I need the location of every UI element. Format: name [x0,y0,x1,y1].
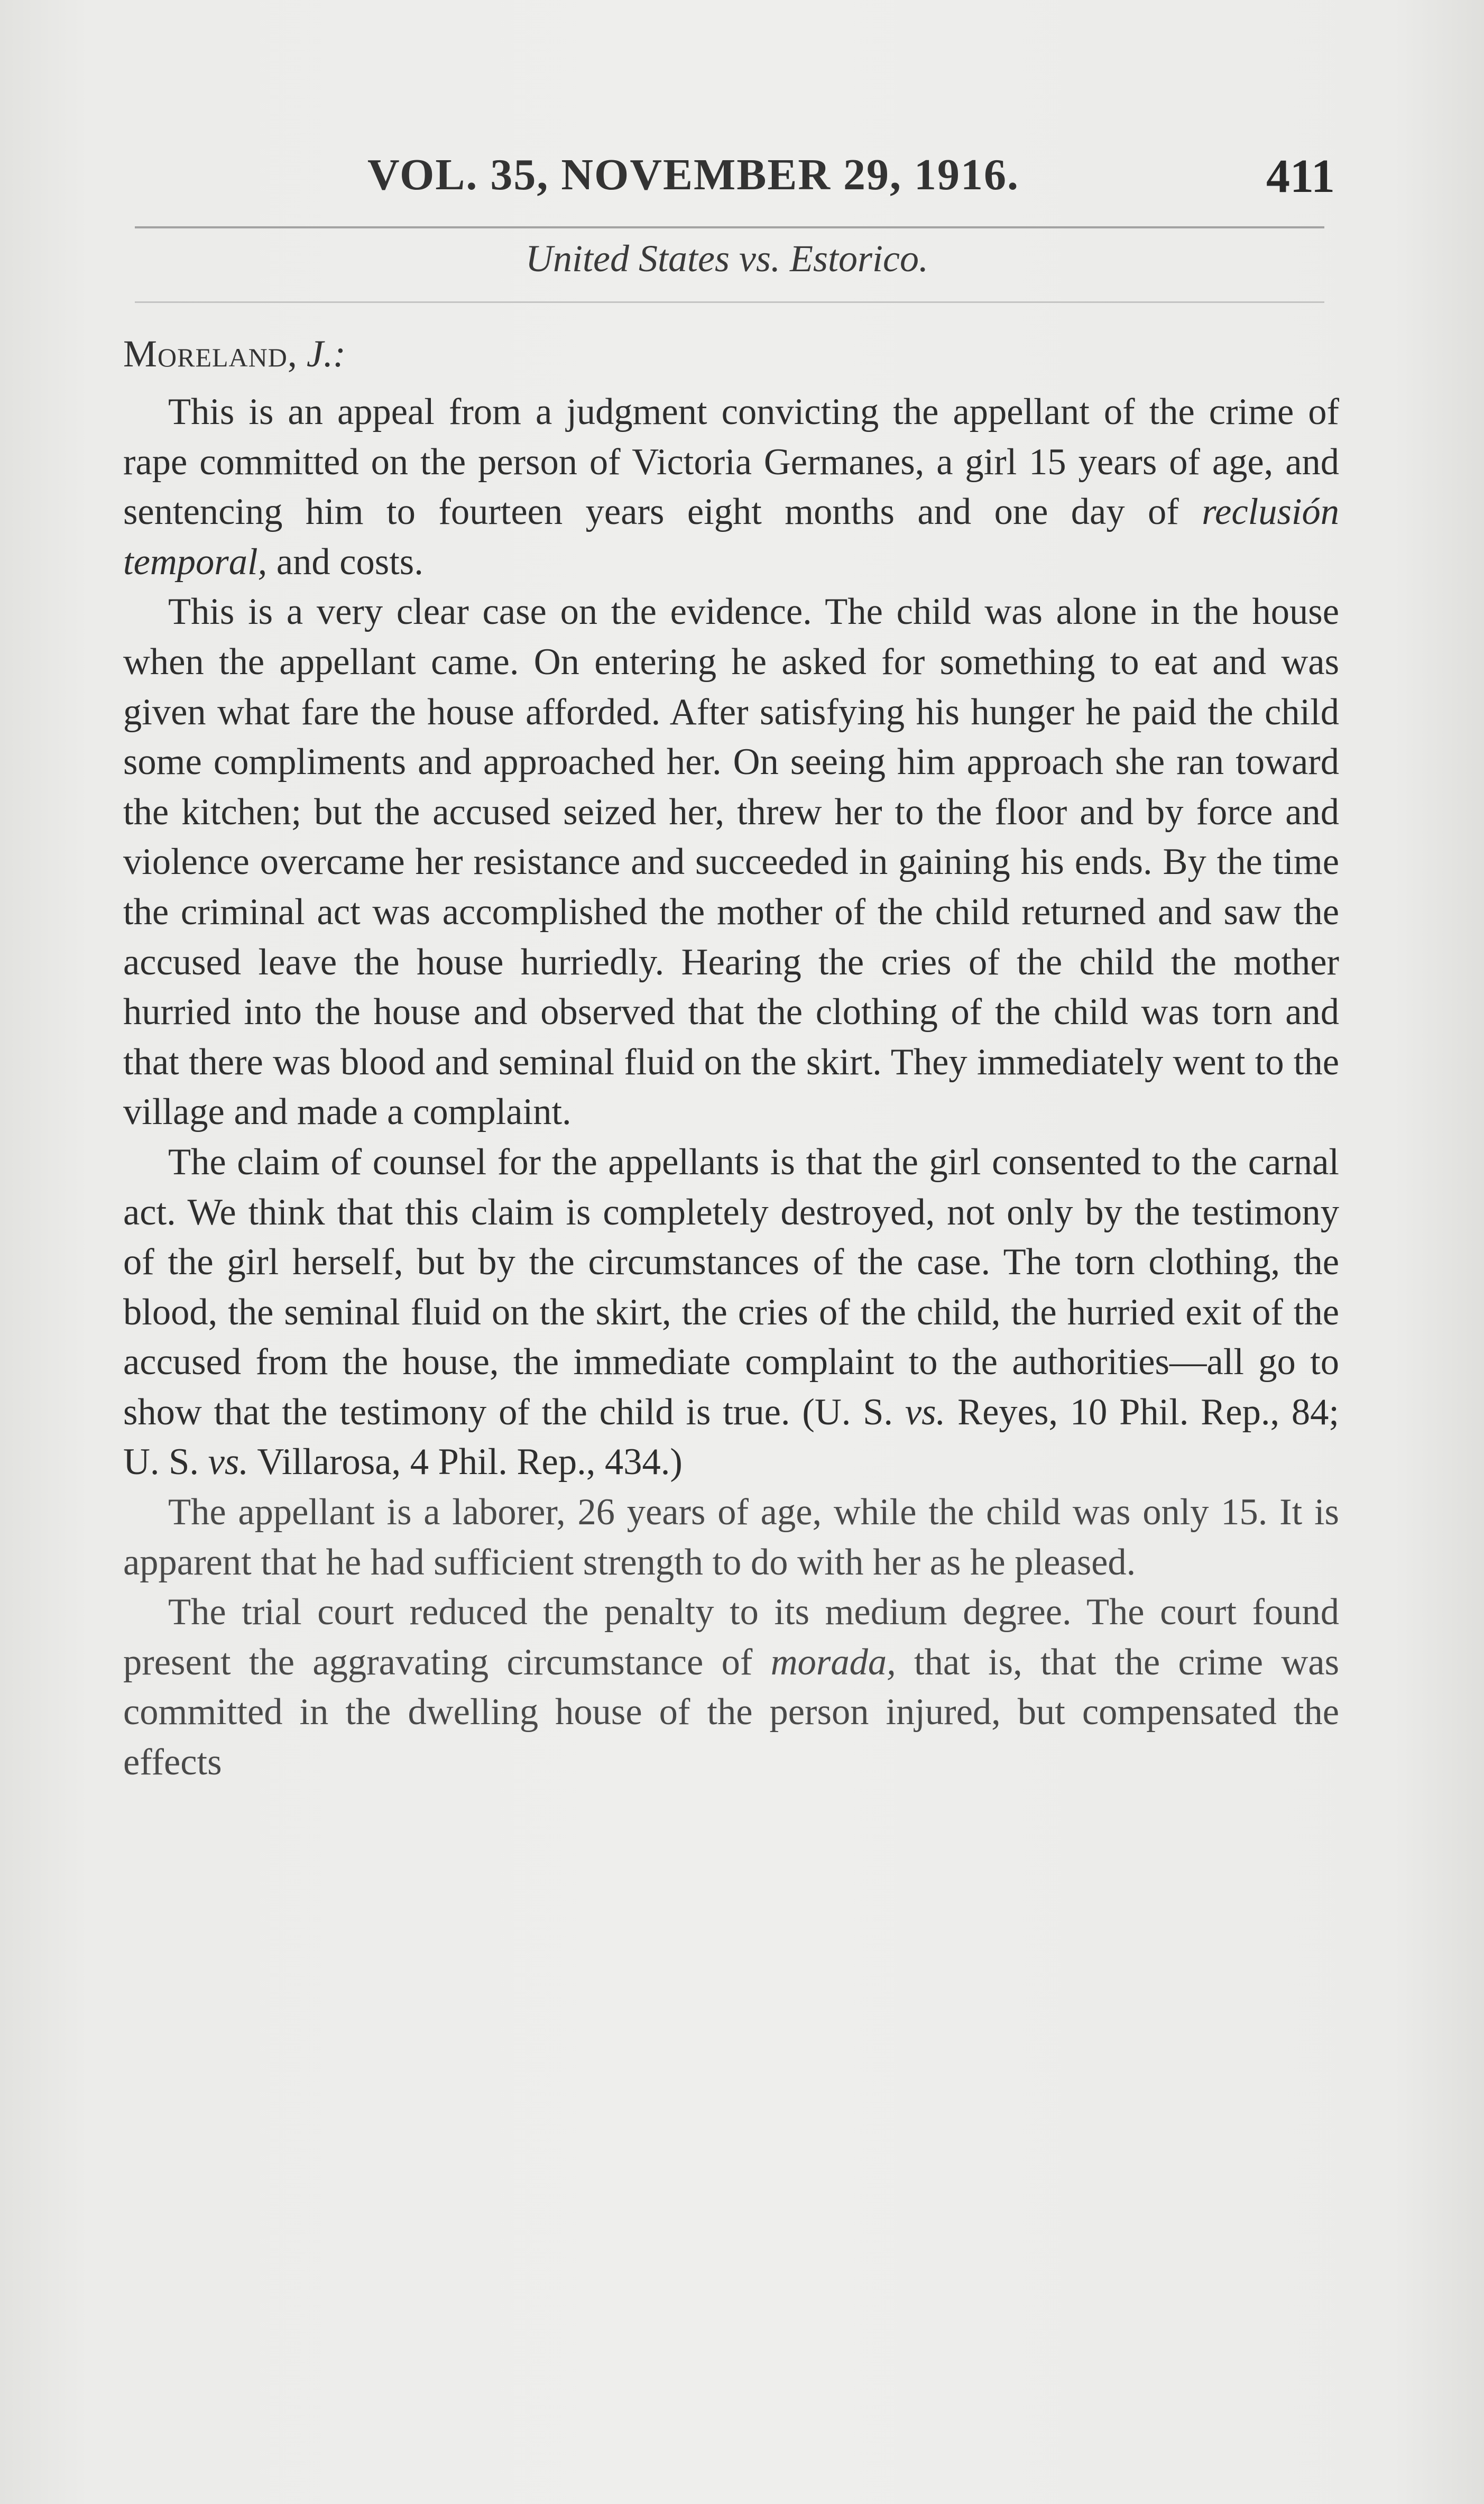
paragraph-1 [123,387,1339,587]
paragraph-text: and costs. [267,541,423,583]
italic-term: vs. [208,1441,248,1483]
paragraph-text: The trial court reduced the penalty to its medium degree. The court found present the aggravating circumstance of [123,1591,1339,1683]
paragraph-3 [123,1137,1339,1487]
italic-term: morada, [770,1641,896,1683]
case-title: United States vs. Estorico. [526,237,928,280]
paragraph-text: that is, that the crime was committed in the dwelling house of the person injured, but compensated the effects [123,1641,1340,1783]
header-rule-top [135,226,1324,228]
judge-title: J.: [306,333,346,375]
paragraph-text: Reyes, 10 Phil. Rep., 84; U. S. [123,1391,1340,1483]
running-title: VOL. 35, NOVEMBER 29, 1916. [367,150,1020,199]
italic-term: vs. [905,1391,946,1433]
paragraph-text: This is an appeal from a judgment convicting the appellant of the crime of rape committed on the person of Victoria Germanes, a girl 15 years of age, and sentencing him to fourteen years eight months and one day of [123,391,1339,533]
judge-line [123,332,346,376]
page-number: 411 [1266,150,1335,202]
judge-separator: , [287,333,307,375]
paragraph-text: This is a very clear case on the evidence. The child was alone in the house when the appellant came. On entering he asked for something to eat and was given what fare the house afforded. After satisfying his hunger he paid the child some compliments and approached her. On seeing him approach she ran toward the kitchen; but the accused seized her, threw her to the floor and by force and violence overcame her resistance and succeeded in gaining his ends. By the time the criminal act was accomplished the mother of the child returned and saw the accused leave the house hurriedly. Hearing the cries of the child the mother hurried into the house and observed that the clothing of the child was torn and that there was blood and seminal fluid on the skirt. They immediately went to the village and made a complaint. [123,591,1339,1133]
opinion-body [123,387,1339,1788]
paragraph-text: The appellant is a laborer, 26 years of age, while the child was only 15. It is apparent that he had sufficient strength to do with her as he pleased. [123,1492,1339,1583]
italic-term: reclusión temporal, [123,491,1339,583]
paragraph-2 [123,587,1339,1137]
paragraph-5 [123,1587,1339,1787]
paragraph-text: Villarosa, 4 Phil. Rep., 434.) [248,1441,683,1483]
paragraph-text: The claim of counsel for the appellants is that the girl consented to the carnal act. We think that this claim is completely destroyed, not only by the testimony of the girl herself, but by the circumstances of the case. The torn clothing, the blood, the seminal fluid on the skirt, the cries of the child, the hurried exit of the accused from the house, the immediate complaint to the authorities—all go to show that the testimony of the child is true. (U. S. [123,1141,1339,1433]
header-rule-bottom [135,301,1324,303]
running-head [119,149,1335,213]
judge-name: Moreland [123,333,288,375]
paragraph-4 [123,1487,1339,1587]
